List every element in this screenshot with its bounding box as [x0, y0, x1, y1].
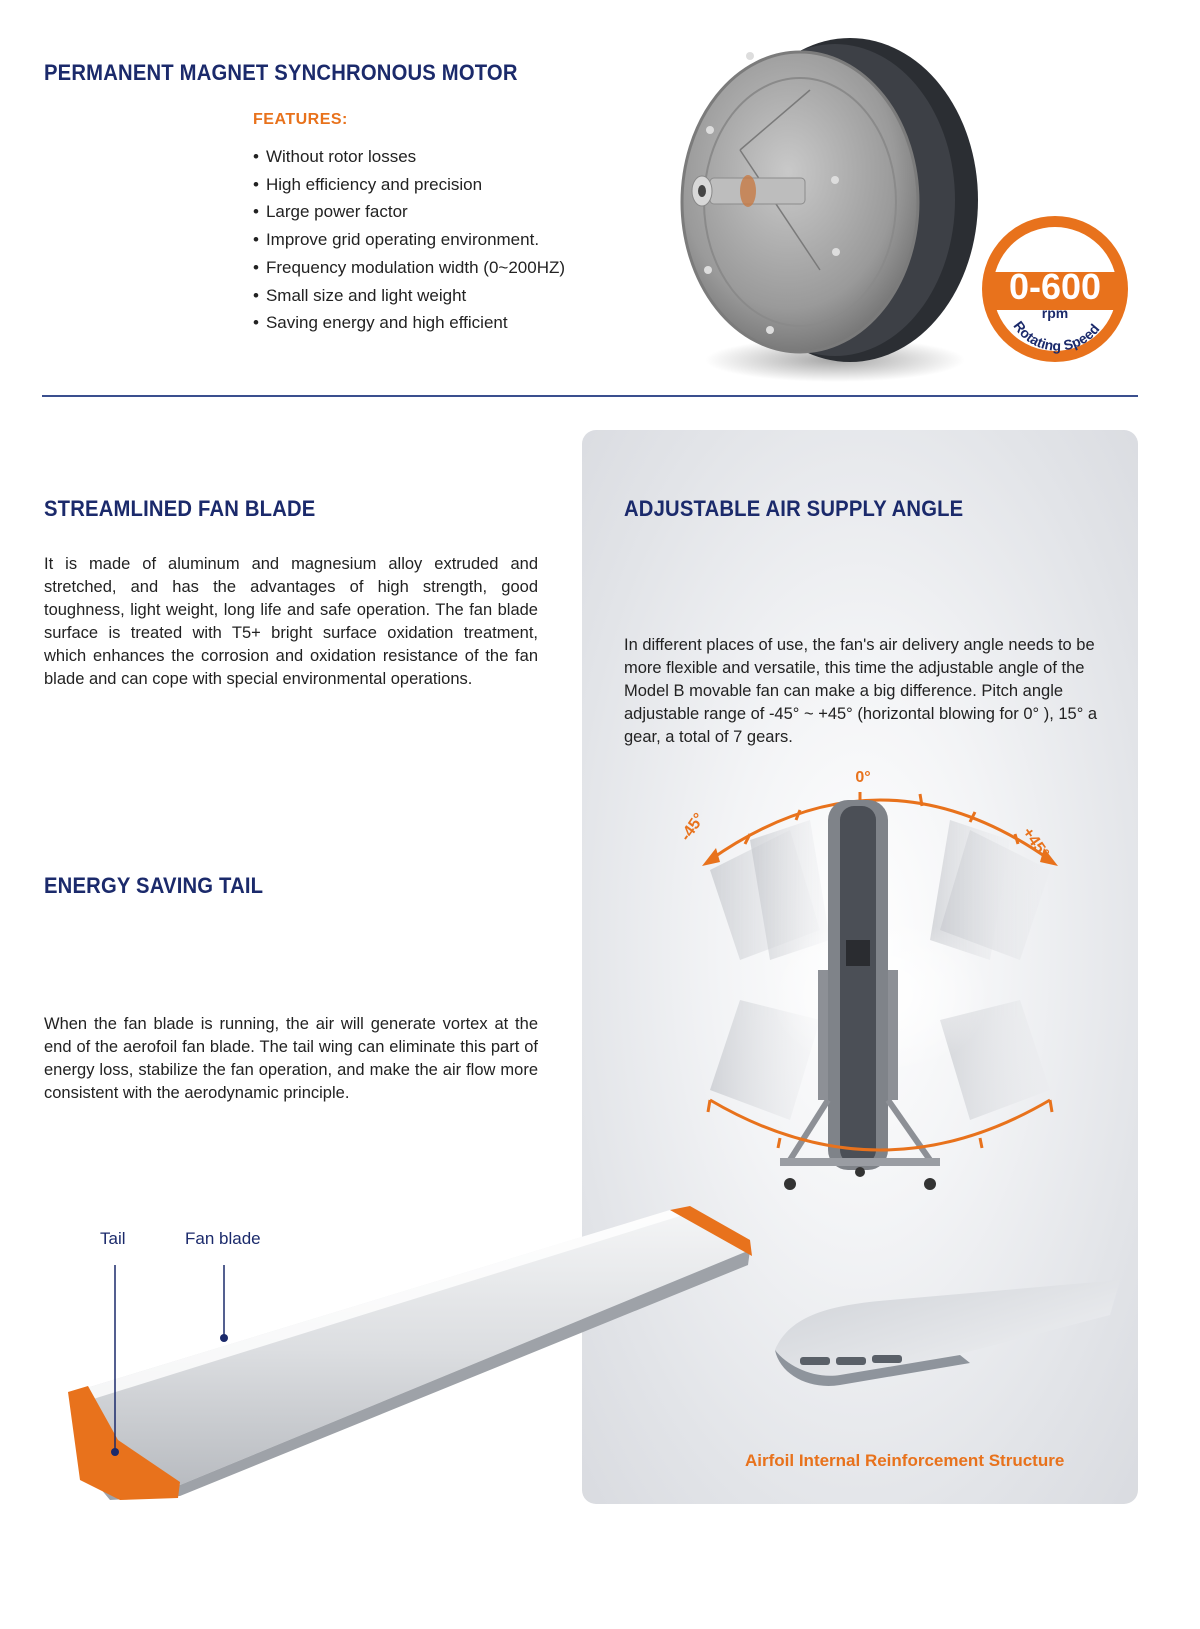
fan-blade-image [40, 1190, 780, 1510]
section-divider [42, 395, 1138, 397]
rpm-unit: rpm [1041, 305, 1069, 321]
motor-title: PERMANENT MAGNET SYNCHRONOUS MOTOR [44, 60, 518, 85]
airfoil-caption: Airfoil Internal Reinforcement Structure [745, 1451, 1065, 1470]
feature-item: • High efficiency and precision [253, 171, 565, 199]
feature-item: • Large power factor [253, 198, 565, 226]
angle-description: In different places of use, the fan's air delivery angle needs to be more flexible and versatile, this time the adjustable angle of the Model B movable fan can make a big difference. Pitch angle adjustable range of -45° ~ +45° (horizontal blowing for 0° ), 15° a gear, a total of 7 gears. [624, 636, 1098, 746]
airfoil-image [770, 1275, 1120, 1415]
features-label: FEATURES: [253, 111, 348, 128]
tail-label: Tail [100, 1229, 126, 1248]
angle-title: ADJUSTABLE AIR SUPPLY ANGLE [624, 496, 964, 521]
angle-label-zero: 0° [855, 769, 871, 786]
rotating-speed-badge [980, 214, 1130, 364]
rpm-caption: Rotating Speed [1010, 317, 1103, 354]
feature-item: • Small size and light weight [253, 282, 565, 310]
features-list [253, 143, 565, 337]
tail-title: ENERGY SAVING TAIL [44, 873, 264, 898]
tail-description: When the fan blade is running, the air will generate vortex at the end of the aerofoil fan blade. The tail wing can eliminate this part of energy loss, stabilize the fan operation, and make the air flow more consistent with the aerodynamic principle. [44, 1015, 538, 1102]
rpm-value: 0-600 [1008, 266, 1102, 307]
feature-item: • Without rotor losses [253, 143, 565, 171]
feature-item: • Improve grid operating environment. [253, 226, 565, 254]
angle-label-plus: +45° [1018, 824, 1052, 862]
blade-description: It is made of aluminum and magnesium alloy extruded and stretched, and has the advantages of high strength, good toughness, light weight, long life and safe operation. The fan blade surface is treated with T5+ bright surface oxidation treatment, which enhances the corrosion and oxidation resistance of the fan blade and can cope with special environmental operations. [44, 555, 538, 688]
feature-item: • Frequency modulation width (0~200HZ) [253, 254, 565, 282]
motor-image [660, 20, 980, 390]
fan-blade-label: Fan blade [185, 1229, 261, 1248]
blade-title: STREAMLINED FAN BLADE [44, 496, 316, 521]
fan-angle-illustration [650, 760, 1110, 1220]
feature-item: • Saving energy and high efficient [253, 309, 565, 337]
angle-label-minus: -45° [677, 810, 709, 845]
